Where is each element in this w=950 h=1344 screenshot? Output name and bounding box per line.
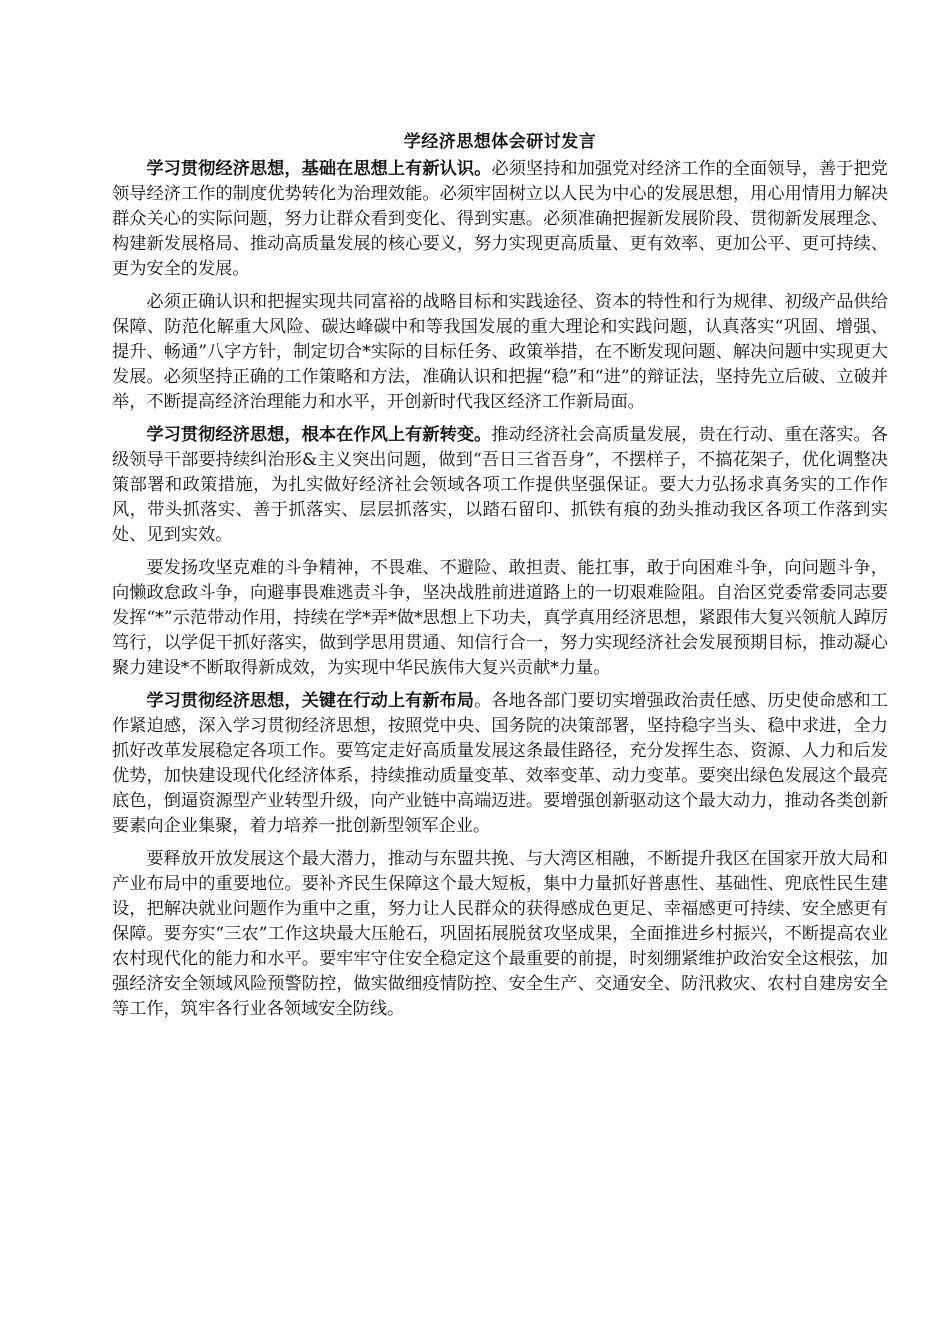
paragraph-text: 必须正确认识和把握实现共同富裕的战略目标和实践途径、资本的特性和行为规律、初级产品供给保障、防范化解重大风险、碳达峰碳中和等我国发展的重大理论和实践问题，认真落实“巩固、增强、提升、畅通”八字方针，制定切合*实际的目标任务、政策举措，在不断发现问题、解决问题中实现更大发展。必须坚持正确的工作策略和方法，准确认识和把握“稳”和“进”的辩证法，坚持先立后破、立破并举，不断提高经济治理能力和水平，开创新时代我区经济工作新局面。 <box>112 292 888 412</box>
paragraph-text: 推动经济社会高质量发展，贵在行动、重在落实。各级领导干部要持续纠治形&主义突出问题，做到“吾日三省吾身”，不摆样子，不搞花架子，优化调整决策部署和政策措施，为扎实做好经济社会领域各项工作提供坚强保证。要大力弘扬求真务实的工作作风，带头抓落实、善于抓落实、层层抓落实，以踏石留印、抓铁有痕的劲头推动我区各项工作落到实处、见到实效。 <box>112 425 888 545</box>
paragraph-text: 要发扬攻坚克难的斗争精神，不畏难、不避险、敢担责、能扛事，敢于向困难斗争，向问题斗争，向懒政怠政斗争，向避事畏难逃责斗争，坚决战胜前进道路上的一切艰难险阻。自治区党委常委同志要发挥“*”示范带动作用，持续在学*弄*做*思想上下功夫，真学真用经济思想，紧跟伟大复兴领航人踔厉笃行，以学促干抓好落实，做到学思用贯通、知信行合一，努力实现经济社会发展预期目标，推动凝心聚力建设*不断取得新成效，为实现中华民族伟大复兴贡献*力量。 <box>112 558 888 678</box>
paragraph-1 <box>112 157 888 282</box>
paragraph-lead: 学习贯彻经济思想，根本在作风上有新转变。 <box>146 425 492 445</box>
paragraph-text: 要释放开放发展这个最大潜力，推动与东盟共挽、与大湾区相融，不断提升我区在国家开放大局和产业布局中的重要地位。要补齐民生保障这个最大短板，集中力量抓好普惠性、基础性、兜底性民生建设，把解决就业问题作为重中之重，努力让人民群众的获得感成色更足、幸福感更可持续、安全感更有保障。要夯实“三农”工作这块最大压舱石，巩固拓展脱贫攻坚成果，全面推进乡村振兴，不断提高农业农村现代化的能力和水平。要牢牢守住安全稳定这个最重要的前提，时刻绷紧维护政治安全这根弦，加强经济安全领域风险预警防控，做实做细疫情防控、安全生产、交通安全、防汛救灾、农村自建房安全等工作，筑牢各行业各领域安全防线。 <box>112 849 888 1019</box>
paragraph-text: 。各地各部门要切实增强政治责任感、历史使命感和工作紧迫感，深入学习贯彻经济思想，按照党中央、国务院的决策部署，坚持稳字当头、稳中求进，全力抓好改革发展稳定各项工作。要笃定走好高质量发展这条最佳路径，充分发挥生态、资源、人力和后发优势，加快建设现代化经济体系，持续推动质量变革、效率变革、动力变革。要突出绿色发展这个最亮底色，倒逼资源型产业转型升级，向产业链中高端迈进。要增强创新驱动这个最大动力，推动各类创新要素向企业集聚，着力培养一批创新型领军企业。 <box>112 691 888 836</box>
document-page <box>112 127 888 1022</box>
paragraph-5 <box>112 689 888 839</box>
paragraph-text: 必须坚持和加强党对经济工作的全面领导，善于把党领导经济工作的制度优势转化为治理效能。必须牢固树立以人民为中心的发展思想，用心用情用力解决群众关心的实际问题，努力让群众看到变化、得到实惠。必须准确把握新发展阶段、贯彻新发展理念、构建新发展格局、推动高质量发展的核心要义，努力实现更高质量、更有效率、更加公平、更可持续、更为安全的发展。 <box>112 159 888 279</box>
paragraph-lead: 学习贯彻经济思想，关键在行动上有新布局 <box>146 691 475 711</box>
paragraph-lead: 学习贯彻经济思想，基础在思想上有新认识。 <box>146 159 492 179</box>
paragraph-3 <box>112 423 888 548</box>
paragraph-2 <box>112 290 888 415</box>
paragraph-6 <box>112 847 888 1022</box>
document-title: 学经济思想体会研讨发言 <box>403 132 597 152</box>
paragraph-4 <box>112 556 888 681</box>
